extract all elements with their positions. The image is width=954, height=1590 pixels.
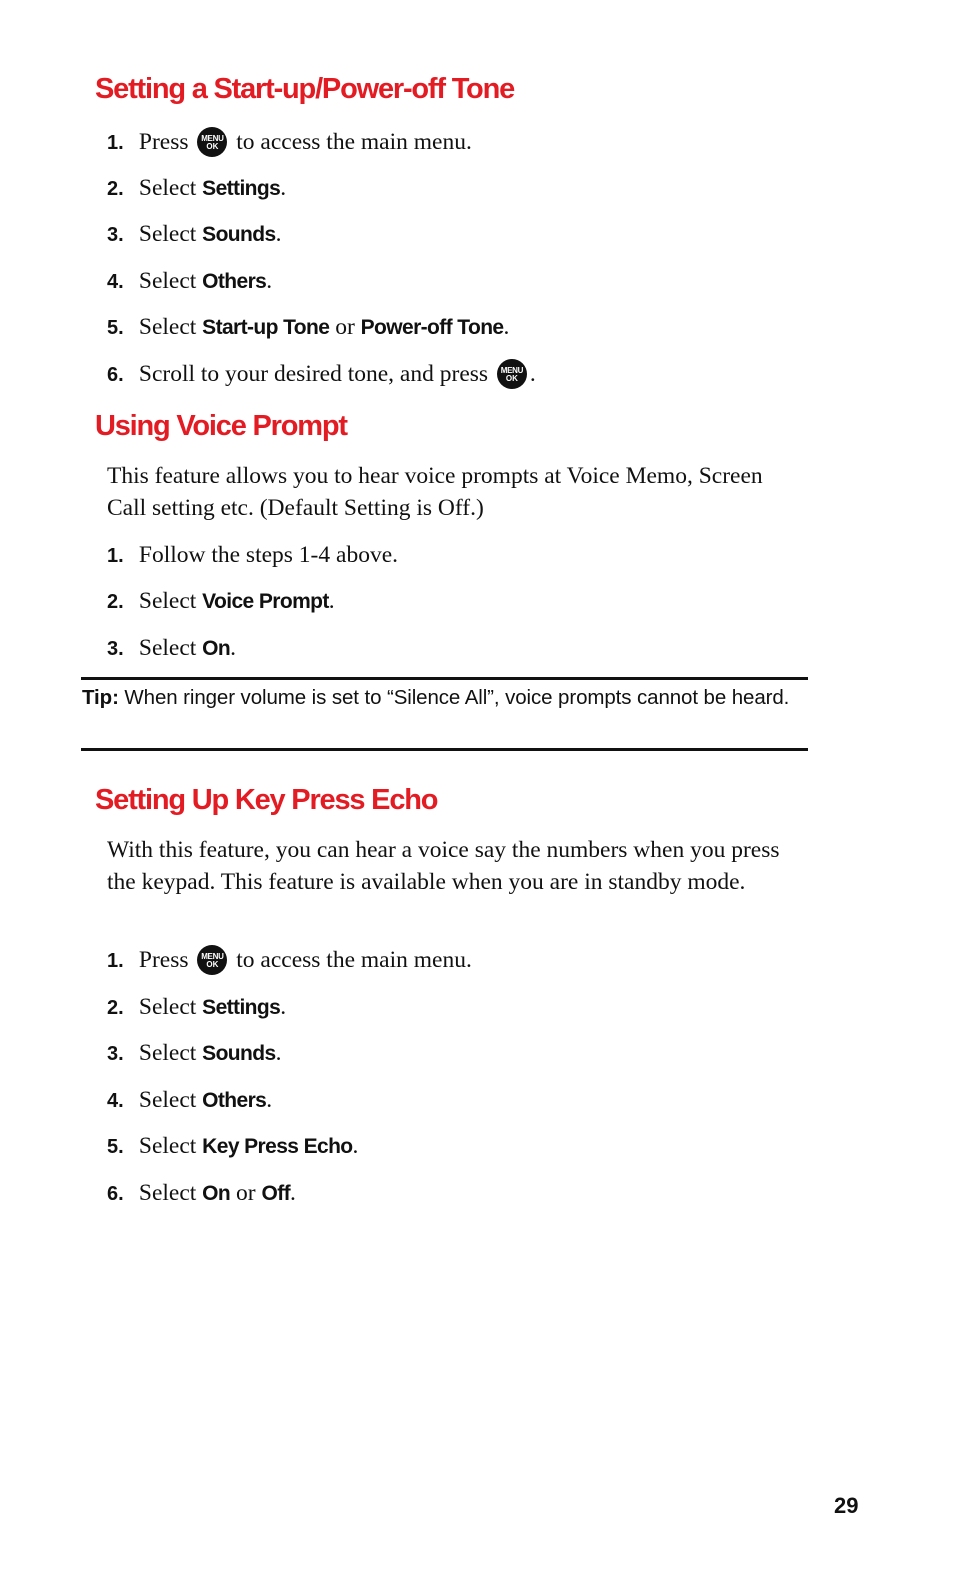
tip-text: When ringer volume is set to “Silence All”, voice prompts cannot be heard.: [124, 686, 790, 709]
step-number: 3.: [107, 638, 124, 660]
step-text: Press: [138, 947, 189, 973]
menu-ok-key-icon: MENU OK: [197, 945, 227, 975]
menu-option: Start-up Tone: [202, 316, 330, 339]
step-text: Select: [138, 221, 197, 247]
step-text: .: [275, 221, 282, 247]
menu-option: Sounds: [202, 1042, 276, 1065]
step-text: Select: [138, 1133, 197, 1159]
step-text: Select: [138, 1180, 197, 1206]
step-1: [107, 125, 472, 159]
step-text: .: [352, 1133, 359, 1159]
step-text: Select: [138, 1040, 197, 1066]
step-1: [107, 943, 472, 977]
step-number: 4.: [107, 1090, 124, 1112]
step-text: .: [280, 994, 287, 1020]
step-text: .: [280, 175, 287, 201]
step-number: 2.: [107, 178, 124, 200]
step-text: Select: [138, 175, 197, 201]
step-text: Select: [138, 1087, 197, 1113]
step-text: Scroll to your desired tone, and press: [138, 361, 489, 387]
step-2: [107, 990, 286, 1024]
step-text: .: [266, 268, 273, 294]
step-text: Select: [138, 635, 197, 661]
step-number: 3.: [107, 224, 124, 246]
menu-ok-key-icon: MENU OK: [197, 127, 227, 157]
step-2: [107, 171, 286, 205]
step-number: 3.: [107, 1043, 124, 1065]
step-text: Select: [138, 588, 197, 614]
section-heading-voice-prompt: Using Voice Prompt: [95, 410, 347, 442]
step-4: [107, 1083, 272, 1117]
menu-option: On: [202, 637, 231, 660]
section-heading-key-press-echo: Setting Up Key Press Echo: [95, 784, 438, 816]
step-text: .: [275, 1040, 282, 1066]
menu-option: Key Press Echo: [202, 1135, 353, 1158]
menu-ok-key-icon: MENU OK: [497, 359, 527, 389]
step-number: 1.: [107, 950, 124, 972]
step-text: to access the main menu.: [236, 129, 472, 155]
section-intro: This feature allows you to hear voice prompts at Voice Memo, Screen Call setting etc. (Default Setting is Off.): [107, 463, 763, 521]
section-heading-startup-tone: Setting a Start-up/Power-off Tone: [95, 73, 515, 105]
menu-option: Voice Prompt: [202, 590, 329, 613]
step-text: .: [290, 1180, 296, 1206]
step-text: or: [236, 1180, 256, 1206]
step-text: Select: [138, 268, 197, 294]
menu-option: Power-off Tone: [360, 316, 504, 339]
step-number: 2.: [107, 591, 124, 613]
step-6: [107, 357, 536, 391]
step-number: 5.: [107, 317, 124, 339]
step-number: 2.: [107, 997, 124, 1019]
section-intro: With this feature, you can hear a voice say the numbers when you press the keypad. This feature is available when you are in standby mode.: [107, 837, 780, 895]
menu-option: Off: [261, 1182, 290, 1205]
step-text: to access the main menu.: [236, 947, 472, 973]
step-6: [107, 1176, 296, 1210]
tip-label: Tip:: [82, 686, 119, 709]
tip-top-rule: [81, 677, 808, 680]
step-3: [107, 217, 281, 251]
page-number: 29: [834, 1493, 859, 1518]
step-text: .: [266, 1087, 273, 1113]
step-5: [107, 1129, 358, 1163]
step-1: [107, 538, 398, 572]
step-text: .: [503, 314, 510, 340]
step-text: Select: [138, 314, 197, 340]
step-text: .: [529, 361, 536, 387]
step-number: 6.: [107, 364, 124, 386]
tip-bottom-rule: [81, 748, 808, 751]
step-4: [107, 264, 272, 298]
step-text: .: [328, 588, 335, 614]
step-text: or: [335, 314, 355, 340]
menu-option: On: [202, 1182, 231, 1205]
tip-note: [82, 684, 808, 712]
menu-option: Others: [202, 270, 267, 293]
step-number: 4.: [107, 271, 124, 293]
step-text: Select: [138, 994, 197, 1020]
step-5: [107, 310, 509, 344]
step-text: .: [230, 635, 237, 661]
menu-option: Others: [202, 1089, 267, 1112]
step-3: [107, 1036, 281, 1070]
step-3: [107, 631, 236, 665]
step-text: Press: [138, 129, 189, 155]
step-number: 1.: [107, 132, 124, 154]
menu-option: Settings: [202, 177, 281, 200]
menu-option: Settings: [202, 996, 281, 1019]
menu-option: Sounds: [202, 223, 276, 246]
step-2: [107, 584, 335, 618]
step-number: 5.: [107, 1136, 124, 1158]
step-number: 1.: [107, 545, 124, 567]
step-number: 6.: [107, 1183, 124, 1205]
step-text: Follow the steps 1-4 above.: [138, 542, 398, 568]
